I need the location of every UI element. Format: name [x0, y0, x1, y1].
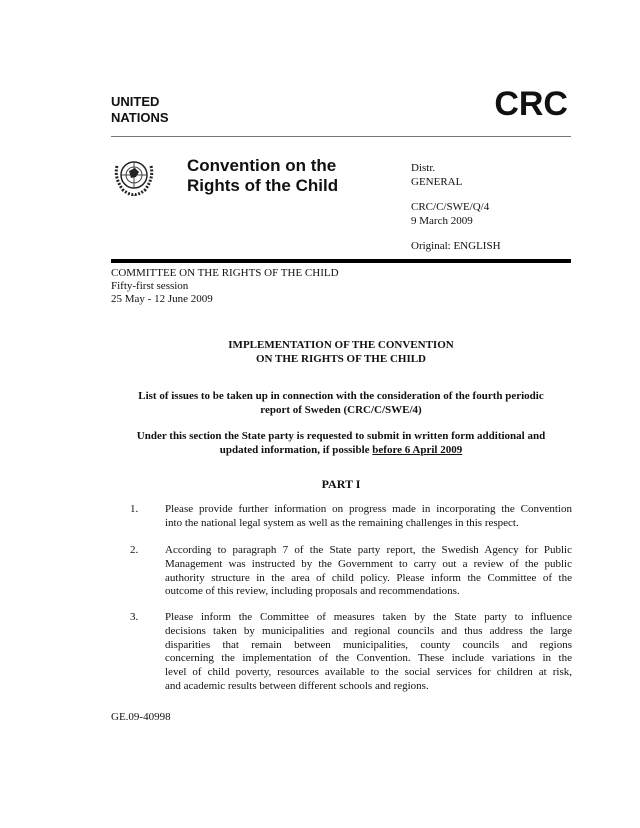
- list-item: [111, 503, 572, 531]
- item-line: level of child poverty, resources available to the social services for children at risk,: [165, 666, 572, 679]
- item-line: Management was instructed by the Government to carry out a review of the public: [165, 557, 572, 570]
- doc-symbol: CRC/C/SWE/Q/4: [411, 201, 490, 213]
- item-line: concerning the implementation of the Convention. These include variations in the: [165, 652, 572, 665]
- session-dates: 25 May - 12 June 2009: [111, 293, 213, 305]
- subheading: [111, 390, 571, 417]
- subheading-line1: List of issues to be taken up in connection with the consideration of the fourth periodic: [138, 390, 544, 402]
- item-line: outcome of this review, including proposals and recommendations.: [165, 585, 460, 598]
- instruction: [111, 430, 571, 457]
- item-text: [165, 544, 572, 599]
- committee-name: COMMITTEE ON THE RIGHTS OF THE CHILD: [111, 267, 339, 279]
- footer-code: GE.09-40998: [111, 711, 171, 723]
- thick-divider: [111, 259, 571, 263]
- subheading-line2: report of Sweden (CRC/C/SWE/4): [260, 403, 422, 416]
- item-line: Please provide further information on progress made in incorporating the Convention: [165, 503, 572, 515]
- item-number: 1.: [130, 503, 139, 515]
- doc-info: [411, 201, 489, 228]
- distr-label: Distr.: [411, 162, 436, 174]
- item-number: 3.: [130, 611, 139, 623]
- instruction-prefix: updated information, if possible: [219, 443, 373, 456]
- heading-line2: ON THE RIGHTS OF THE CHILD: [255, 352, 427, 365]
- instruction-line1: Under this section the State party is requested to submit in written form additional and: [136, 430, 546, 442]
- item-line: Please inform the Committee of measures taken by the State party to influence: [165, 611, 572, 623]
- title-line2: Rights of the Child: [187, 176, 339, 195]
- item-number: 2.: [130, 544, 139, 556]
- deadline: before 6 April 2009: [372, 443, 463, 456]
- page-title: [187, 156, 338, 196]
- item-line: According to paragraph 7 of the State party report, the Swedish Agency for Public: [165, 544, 572, 556]
- org-name: [111, 94, 169, 126]
- document-symbol-large: CRC: [494, 85, 568, 123]
- item-line: into the national legal system as well as the remaining challenges in this respect.: [165, 516, 519, 529]
- org-name-line1: UNITED: [111, 94, 160, 109]
- item-line: disparities that remain between municipalities, county councils and regions: [165, 638, 572, 651]
- distribution: [411, 162, 462, 189]
- list-item: [111, 544, 572, 599]
- distr-value: GENERAL: [411, 175, 463, 188]
- committee-block: [111, 267, 339, 306]
- divider: [111, 136, 571, 137]
- instruction-line2: [111, 444, 571, 458]
- un-emblem-icon: [111, 154, 157, 200]
- item-line: authority structure in the area of child policy. Please inform the Committee of the: [165, 571, 572, 584]
- org-name-line2: NATIONS: [111, 110, 169, 125]
- item-text: [165, 611, 572, 694]
- list-item: [111, 611, 572, 694]
- main-heading: [111, 339, 571, 366]
- item-text: [165, 503, 572, 531]
- original-language: Original: ENGLISH: [411, 240, 501, 252]
- item-line: decisions taken by municipalities and regional councils and thus address the large: [165, 624, 572, 637]
- session: Fifty-first session: [111, 280, 189, 292]
- item-line: and academic results between different schools and regions.: [165, 679, 429, 692]
- part-heading: PART I: [321, 477, 361, 491]
- title-line1: Convention on the: [187, 156, 337, 175]
- heading-line1: IMPLEMENTATION OF THE CONVENTION: [228, 339, 454, 351]
- doc-date: 9 March 2009: [411, 214, 473, 227]
